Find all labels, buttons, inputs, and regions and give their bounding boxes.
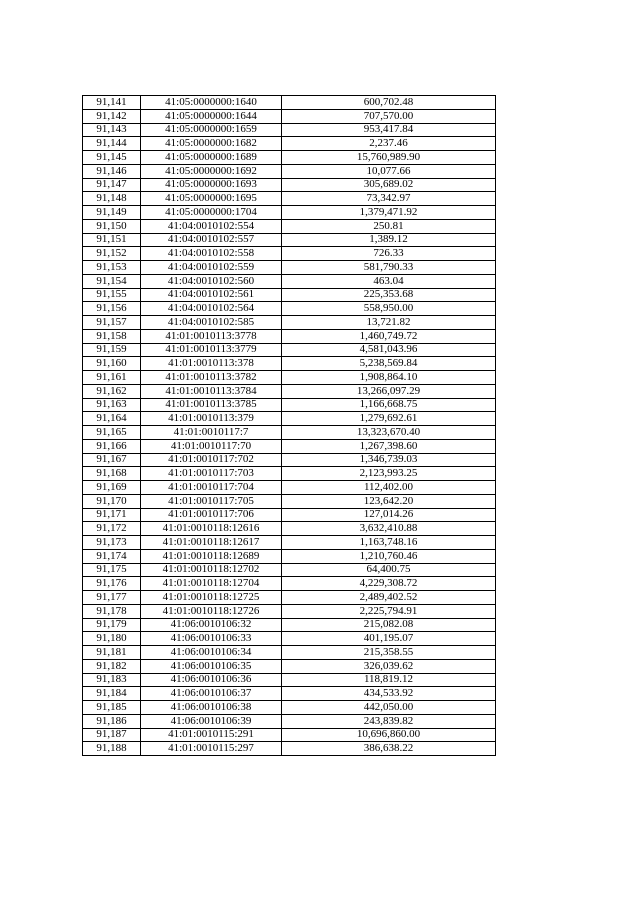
cadastral-number-cell: 41:01:0010118:12704 (141, 577, 282, 591)
cadastral-number-cell: 41:06:0010106:35 (141, 659, 282, 673)
row-number-cell: 91,154 (83, 274, 141, 288)
cadastral-number-cell: 41:06:0010106:32 (141, 618, 282, 632)
amount-cell: 1,279,692.61 (282, 412, 496, 426)
cadastral-number-cell: 41:06:0010106:37 (141, 687, 282, 701)
cadastral-number-cell: 41:06:0010106:36 (141, 673, 282, 687)
table-body (83, 96, 496, 756)
cadastral-number-cell: 41:04:0010102:560 (141, 274, 282, 288)
amount-cell: 5,238,569.84 (282, 357, 496, 371)
amount-cell: 558,950.00 (282, 302, 496, 316)
amount-cell: 15,760,989.90 (282, 151, 496, 165)
amount-cell: 2,237.46 (282, 137, 496, 151)
cadastral-number-cell: 41:01:0010113:378 (141, 357, 282, 371)
table-row (83, 742, 496, 756)
row-number-cell: 91,170 (83, 494, 141, 508)
cadastral-number-cell: 41:01:0010117:702 (141, 453, 282, 467)
amount-cell: 1,210,760.46 (282, 549, 496, 563)
amount-cell: 10,077.66 (282, 164, 496, 178)
row-number-cell: 91,160 (83, 357, 141, 371)
row-number-cell: 91,179 (83, 618, 141, 632)
amount-cell: 250.81 (282, 219, 496, 233)
cadastral-number-cell: 41:01:0010118:12616 (141, 522, 282, 536)
table-row (83, 577, 496, 591)
amount-cell: 13,721.82 (282, 316, 496, 330)
cadastral-number-cell: 41:01:0010113:379 (141, 412, 282, 426)
table-row (83, 536, 496, 550)
row-number-cell: 91,147 (83, 178, 141, 192)
amount-cell: 64,400.75 (282, 563, 496, 577)
amount-cell: 707,570.00 (282, 109, 496, 123)
cadastral-number-cell: 41:01:0010115:291 (141, 728, 282, 742)
table-row (83, 151, 496, 165)
table-row (83, 549, 496, 563)
table-row (83, 728, 496, 742)
amount-cell: 1,267,398.60 (282, 439, 496, 453)
amount-cell: 123,642.20 (282, 494, 496, 508)
row-number-cell: 91,169 (83, 481, 141, 495)
row-number-cell: 91,161 (83, 371, 141, 385)
cadastral-number-cell: 41:05:0000000:1640 (141, 96, 282, 110)
cadastral-number-cell: 41:01:0010118:12617 (141, 536, 282, 550)
row-number-cell: 91,153 (83, 261, 141, 275)
amount-cell: 326,039.62 (282, 659, 496, 673)
amount-cell: 13,323,670.40 (282, 426, 496, 440)
cadastral-number-cell: 41:01:0010113:3779 (141, 343, 282, 357)
table-row (83, 247, 496, 261)
row-number-cell: 91,145 (83, 151, 141, 165)
row-number-cell: 91,165 (83, 426, 141, 440)
row-number-cell: 91,176 (83, 577, 141, 591)
amount-cell: 581,790.33 (282, 261, 496, 275)
row-number-cell: 91,181 (83, 646, 141, 660)
cadastral-number-cell: 41:01:0010117:706 (141, 508, 282, 522)
table-row (83, 384, 496, 398)
row-number-cell: 91,148 (83, 192, 141, 206)
cadastral-number-cell: 41:05:0000000:1692 (141, 164, 282, 178)
row-number-cell: 91,177 (83, 591, 141, 605)
table-row (83, 618, 496, 632)
table-row (83, 646, 496, 660)
amount-cell: 4,581,043.96 (282, 343, 496, 357)
amount-cell: 2,489,402.52 (282, 591, 496, 605)
cadastral-number-cell: 41:04:0010102:558 (141, 247, 282, 261)
row-number-cell: 91,146 (83, 164, 141, 178)
amount-cell: 1,166,668.75 (282, 398, 496, 412)
amount-cell: 305,689.02 (282, 178, 496, 192)
row-number-cell: 91,152 (83, 247, 141, 261)
amount-cell: 2,225,794.91 (282, 604, 496, 618)
row-number-cell: 91,144 (83, 137, 141, 151)
row-number-cell: 91,183 (83, 673, 141, 687)
cadastral-number-cell: 41:06:0010106:39 (141, 714, 282, 728)
table-row (83, 673, 496, 687)
row-number-cell: 91,166 (83, 439, 141, 453)
table-row (83, 508, 496, 522)
amount-cell: 401,195.07 (282, 632, 496, 646)
row-number-cell: 91,163 (83, 398, 141, 412)
cadastral-number-cell: 41:01:0010118:12725 (141, 591, 282, 605)
cadastral-number-cell: 41:01:0010113:3785 (141, 398, 282, 412)
row-number-cell: 91,158 (83, 329, 141, 343)
row-number-cell: 91,164 (83, 412, 141, 426)
table-row (83, 453, 496, 467)
table-row (83, 412, 496, 426)
table-row (83, 687, 496, 701)
table-row (83, 604, 496, 618)
amount-cell: 953,417.84 (282, 123, 496, 137)
cadastral-number-cell: 41:01:0010117:705 (141, 494, 282, 508)
table-row (83, 206, 496, 220)
cadastral-number-cell: 41:01:0010115:297 (141, 742, 282, 756)
cadastral-number-cell: 41:01:0010117:703 (141, 467, 282, 481)
table-row (83, 123, 496, 137)
table-row (83, 467, 496, 481)
cadastral-number-cell: 41:05:0000000:1682 (141, 137, 282, 151)
amount-cell: 3,632,410.88 (282, 522, 496, 536)
cadastral-number-cell: 41:05:0000000:1659 (141, 123, 282, 137)
amount-cell: 2,123,993.25 (282, 467, 496, 481)
table-row (83, 591, 496, 605)
row-number-cell: 91,180 (83, 632, 141, 646)
table-row (83, 494, 496, 508)
amount-cell: 127,014.26 (282, 508, 496, 522)
amount-cell: 73,342.97 (282, 192, 496, 206)
cadastral-number-cell: 41:05:0000000:1693 (141, 178, 282, 192)
row-number-cell: 91,184 (83, 687, 141, 701)
cadastral-number-cell: 41:04:0010102:554 (141, 219, 282, 233)
row-number-cell: 91,150 (83, 219, 141, 233)
cadastral-number-cell: 41:01:0010118:12726 (141, 604, 282, 618)
row-number-cell: 91,141 (83, 96, 141, 110)
table-row (83, 563, 496, 577)
amount-cell: 1,379,471.92 (282, 206, 496, 220)
row-number-cell: 91,174 (83, 549, 141, 563)
table-row (83, 233, 496, 247)
cadastral-number-cell: 41:01:0010117:7 (141, 426, 282, 440)
amount-cell: 112,402.00 (282, 481, 496, 495)
cadastral-number-cell: 41:05:0000000:1704 (141, 206, 282, 220)
row-number-cell: 91,171 (83, 508, 141, 522)
row-number-cell: 91,159 (83, 343, 141, 357)
cadastral-number-cell: 41:01:0010118:12702 (141, 563, 282, 577)
table-row (83, 426, 496, 440)
table-row (83, 274, 496, 288)
cadastral-number-cell: 41:01:0010118:12689 (141, 549, 282, 563)
amount-cell: 13,266,097.29 (282, 384, 496, 398)
cadastral-number-cell: 41:01:0010117:70 (141, 439, 282, 453)
table-row (83, 398, 496, 412)
table-row (83, 302, 496, 316)
amount-cell: 1,346,739.03 (282, 453, 496, 467)
table-row (83, 109, 496, 123)
row-number-cell: 91,188 (83, 742, 141, 756)
row-number-cell: 91,156 (83, 302, 141, 316)
cadastral-number-cell: 41:05:0000000:1689 (141, 151, 282, 165)
table-row (83, 261, 496, 275)
table-row (83, 522, 496, 536)
row-number-cell: 91,187 (83, 728, 141, 742)
cadastral-number-cell: 41:06:0010106:38 (141, 701, 282, 715)
amount-cell: 1,163,748.16 (282, 536, 496, 550)
table-row (83, 481, 496, 495)
cadastral-number-cell: 41:05:0000000:1695 (141, 192, 282, 206)
amount-cell: 600,702.48 (282, 96, 496, 110)
amount-cell: 442,050.00 (282, 701, 496, 715)
cadastral-number-cell: 41:01:0010117:704 (141, 481, 282, 495)
row-number-cell: 91,151 (83, 233, 141, 247)
cadastral-number-cell: 41:01:0010113:3778 (141, 329, 282, 343)
cadastral-number-cell: 41:06:0010106:33 (141, 632, 282, 646)
table-row (83, 96, 496, 110)
amount-cell: 215,082.08 (282, 618, 496, 632)
cadastral-number-cell: 41:04:0010102:557 (141, 233, 282, 247)
row-number-cell: 91,155 (83, 288, 141, 302)
cadastral-number-cell: 41:01:0010113:3784 (141, 384, 282, 398)
cadastral-number-cell: 41:04:0010102:559 (141, 261, 282, 275)
amount-cell: 1,908,864.10 (282, 371, 496, 385)
amount-cell: 225,353.68 (282, 288, 496, 302)
table-row (83, 714, 496, 728)
row-number-cell: 91,143 (83, 123, 141, 137)
amount-cell: 10,696,860.00 (282, 728, 496, 742)
table-row (83, 439, 496, 453)
row-number-cell: 91,185 (83, 701, 141, 715)
table-row (83, 219, 496, 233)
row-number-cell: 91,186 (83, 714, 141, 728)
amount-cell: 726.33 (282, 247, 496, 261)
amount-cell: 463.04 (282, 274, 496, 288)
row-number-cell: 91,178 (83, 604, 141, 618)
data-table (82, 95, 496, 756)
row-number-cell: 91,182 (83, 659, 141, 673)
row-number-cell: 91,168 (83, 467, 141, 481)
cadastral-number-cell: 41:01:0010113:3782 (141, 371, 282, 385)
table-row (83, 632, 496, 646)
row-number-cell: 91,172 (83, 522, 141, 536)
cadastral-number-cell: 41:04:0010102:561 (141, 288, 282, 302)
row-number-cell: 91,175 (83, 563, 141, 577)
amount-cell: 434,533.92 (282, 687, 496, 701)
table-row (83, 357, 496, 371)
amount-cell: 215,358.55 (282, 646, 496, 660)
table-row (83, 164, 496, 178)
cadastral-number-cell: 41:06:0010106:34 (141, 646, 282, 660)
cadastral-number-cell: 41:05:0000000:1644 (141, 109, 282, 123)
row-number-cell: 91,167 (83, 453, 141, 467)
amount-cell: 1,389.12 (282, 233, 496, 247)
amount-cell: 1,460,749.72 (282, 329, 496, 343)
table-row (83, 659, 496, 673)
row-number-cell: 91,157 (83, 316, 141, 330)
table-row (83, 371, 496, 385)
table-row (83, 192, 496, 206)
row-number-cell: 91,142 (83, 109, 141, 123)
row-number-cell: 91,173 (83, 536, 141, 550)
table-row (83, 137, 496, 151)
table-row (83, 701, 496, 715)
row-number-cell: 91,149 (83, 206, 141, 220)
row-number-cell: 91,162 (83, 384, 141, 398)
table-row (83, 178, 496, 192)
table-row (83, 329, 496, 343)
cadastral-number-cell: 41:04:0010102:564 (141, 302, 282, 316)
table-row (83, 316, 496, 330)
table-row (83, 343, 496, 357)
cadastral-number-cell: 41:04:0010102:585 (141, 316, 282, 330)
amount-cell: 4,229,308.72 (282, 577, 496, 591)
amount-cell: 243,839.82 (282, 714, 496, 728)
table-row (83, 288, 496, 302)
amount-cell: 118,819.12 (282, 673, 496, 687)
amount-cell: 386,638.22 (282, 742, 496, 756)
